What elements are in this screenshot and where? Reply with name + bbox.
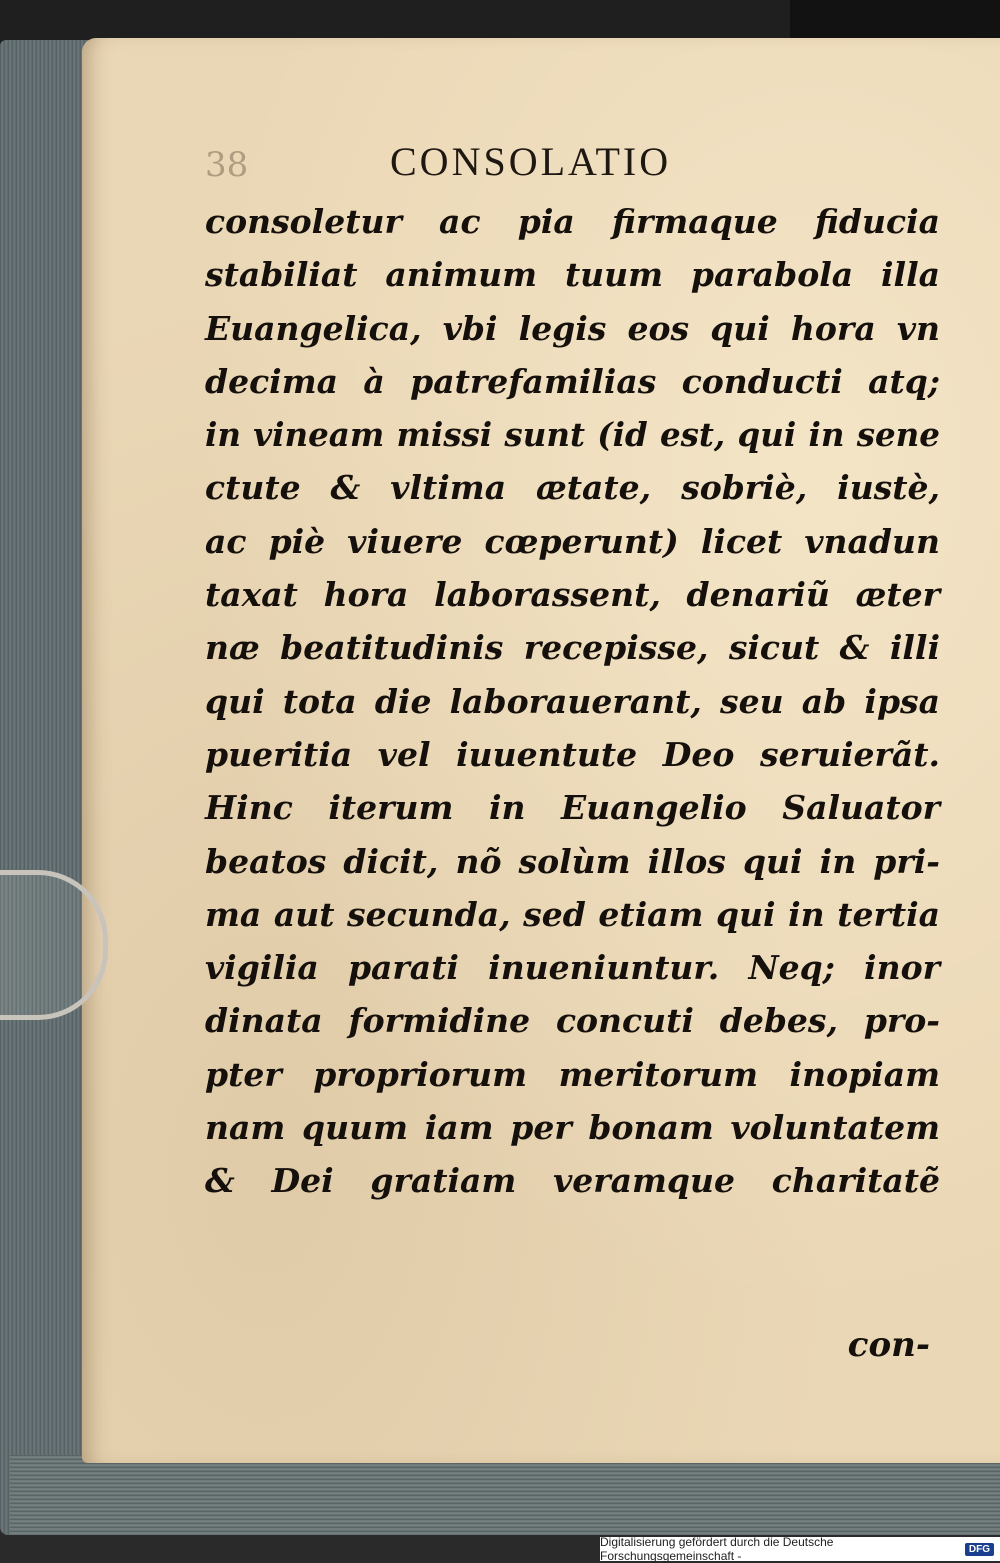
text-line: pter propriorum meritorum inopiam [205, 1054, 940, 1094]
text-line: pueritia vel iuuentute Deo seruierãt. [205, 734, 940, 774]
book-bottom-edges [10, 1455, 1000, 1535]
text-line: qui tota die laborauerant, seu ab ipsa [205, 681, 940, 721]
text-line: stabiliat animum tuum parabola illa [205, 255, 940, 295]
running-head: CONSOLATIO [390, 139, 672, 184]
text-line: ac piè viuere cœperunt) licet vnadun [205, 521, 940, 561]
dfg-logo: DFG [965, 1543, 994, 1556]
footer-credit: Digitalisierung gefördert durch die Deutsche Forschungsgemeinschaft - [600, 1535, 834, 1563]
text-line: Hinc iterum in Euangelio Saluator [205, 788, 940, 828]
text-line: consoletur ac pia firmaque fiducia [205, 202, 940, 241]
text-line: in vineam missi sunt (id est, qui in sene [205, 415, 940, 455]
text-line: Euangelica, vbi legis eos qui hora vn [205, 308, 940, 348]
text-block [205, 195, 940, 1208]
text-line: taxat hora laborassent, denariũ æter [205, 575, 940, 615]
text-line: ma aut secunda, sed etiam qui in tertia [205, 894, 940, 934]
text-line: vigilia parati inueniuntur. Neq; inor [205, 948, 940, 988]
footer-bar [600, 1537, 1000, 1561]
text-line: & Dei gratiam veramque charitatẽ [205, 1161, 940, 1201]
text-line: nam quum iam per bonam voluntatem [205, 1108, 940, 1148]
text-line: decima à patrefamilias conducti atq; [205, 361, 940, 401]
page-number: 38 [205, 145, 249, 185]
text-line: næ beatitudinis recepisse, sicut & illi [205, 628, 940, 668]
catchword: con- [847, 1325, 930, 1365]
text-line: dinata formidine concuti debes, pro- [205, 1001, 940, 1041]
text-line: beatos dicit, nõ solùm illos qui in pri- [205, 841, 940, 881]
text-line: ctute & vltima ætate, sobriè, iustè, [205, 468, 940, 508]
